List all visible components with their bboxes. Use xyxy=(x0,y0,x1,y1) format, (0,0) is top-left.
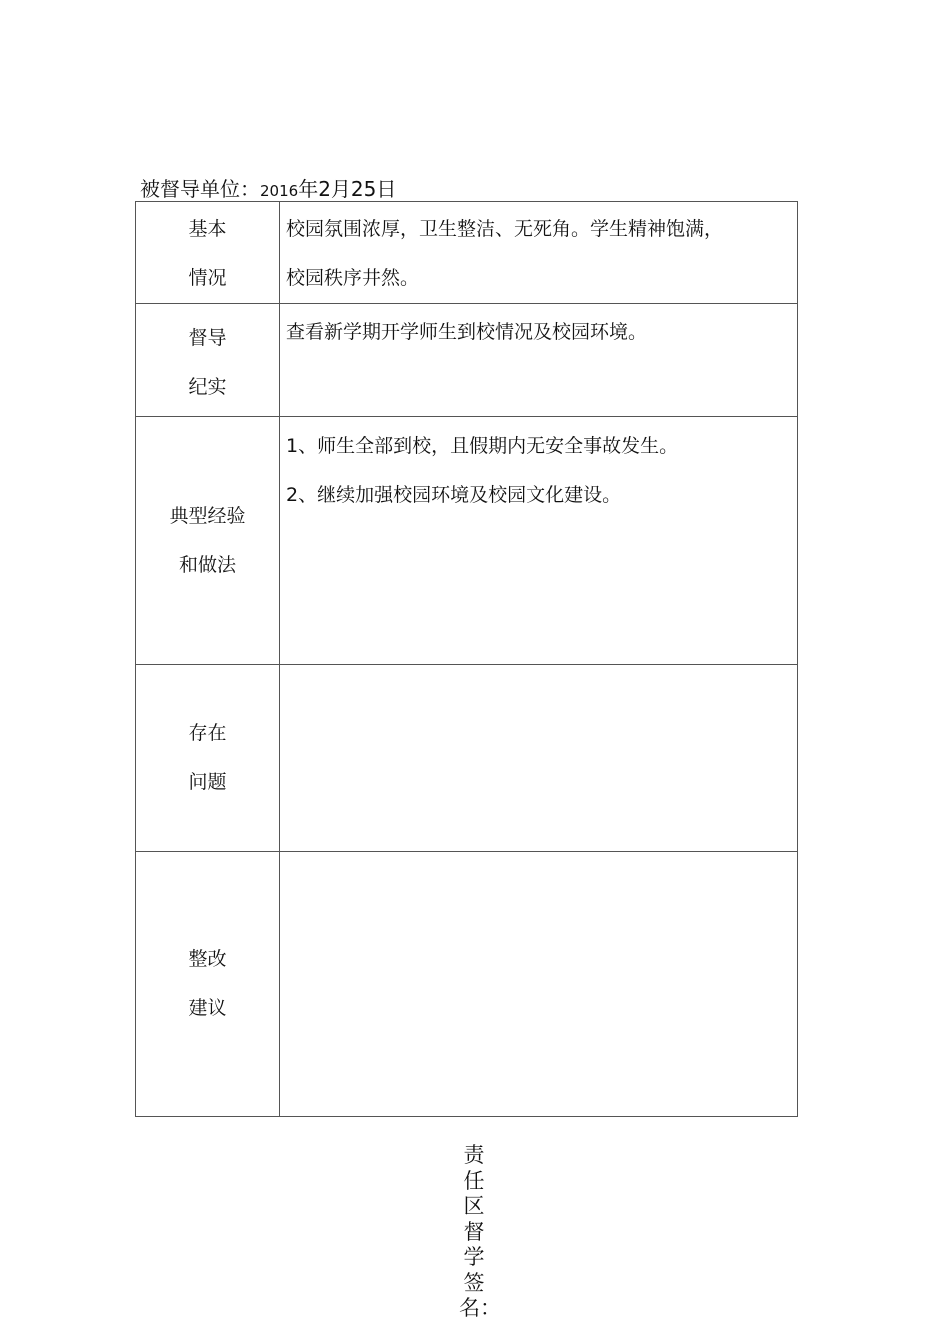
label-line: 整改 xyxy=(188,948,227,970)
month-suffix: 月 xyxy=(330,177,351,201)
content-typical-experience xyxy=(280,417,798,665)
day-value: 25 xyxy=(350,177,377,201)
label-basic-situation xyxy=(136,202,280,304)
label-line: 问题 xyxy=(188,771,227,793)
label-line: 存在 xyxy=(188,722,227,744)
signature-char: 学 xyxy=(463,1245,485,1269)
year-suffix: 年 xyxy=(298,177,319,201)
label-line: 纪实 xyxy=(188,376,227,398)
content-inspection-record xyxy=(280,304,798,417)
label-line: 督导 xyxy=(188,327,227,349)
content-line: 2、继续加强校园环境及校园文化建设。 xyxy=(286,484,622,506)
signature-char: 任 xyxy=(463,1168,485,1193)
month-value: 2 xyxy=(318,177,331,201)
label-inspection-record xyxy=(136,304,280,417)
unit-label: 被督导单位： xyxy=(140,177,260,201)
content-basic-situation xyxy=(280,202,798,304)
content-rectification-suggestions xyxy=(280,852,798,1117)
table-row-rectification-suggestions xyxy=(136,852,798,1117)
content-line: 校园氛围浓厚，卫生整洁、无死角。学生精神饱满， xyxy=(286,218,724,240)
content-line: 校园秩序井然。 xyxy=(286,267,420,289)
table-row-basic-situation xyxy=(136,202,798,304)
label-typical-experience xyxy=(136,417,280,665)
table-row-typical-experience xyxy=(136,417,798,665)
signature-char: 签 xyxy=(463,1270,485,1295)
signature-char: 区 xyxy=(463,1194,485,1218)
table-row-inspection-record xyxy=(136,304,798,417)
content-line: 查看新学期开学师生到校情况及校园环境。 xyxy=(286,321,648,343)
label-rectification-suggestions xyxy=(136,852,280,1117)
label-line: 建议 xyxy=(188,997,227,1019)
label-line: 典型经验 xyxy=(169,504,246,527)
signature-char: 责 xyxy=(463,1143,485,1167)
content-existing-problems xyxy=(280,665,798,852)
content-line: 1、师生全部到校，且假期内无安全事故发生。 xyxy=(286,435,679,457)
inspector-signature-label xyxy=(459,1143,501,1322)
inspection-form-table xyxy=(135,201,798,1117)
table-row-existing-problems xyxy=(136,665,798,852)
year-value: 2016 xyxy=(260,182,299,200)
label-existing-problems xyxy=(136,665,280,852)
label-line: 情况 xyxy=(188,267,227,289)
day-suffix: 日 xyxy=(376,177,397,201)
signature-char: 督 xyxy=(463,1219,485,1244)
label-line: 基本 xyxy=(188,218,227,240)
label-line: 和做法 xyxy=(178,553,236,576)
signature-char: 名： xyxy=(459,1296,501,1320)
